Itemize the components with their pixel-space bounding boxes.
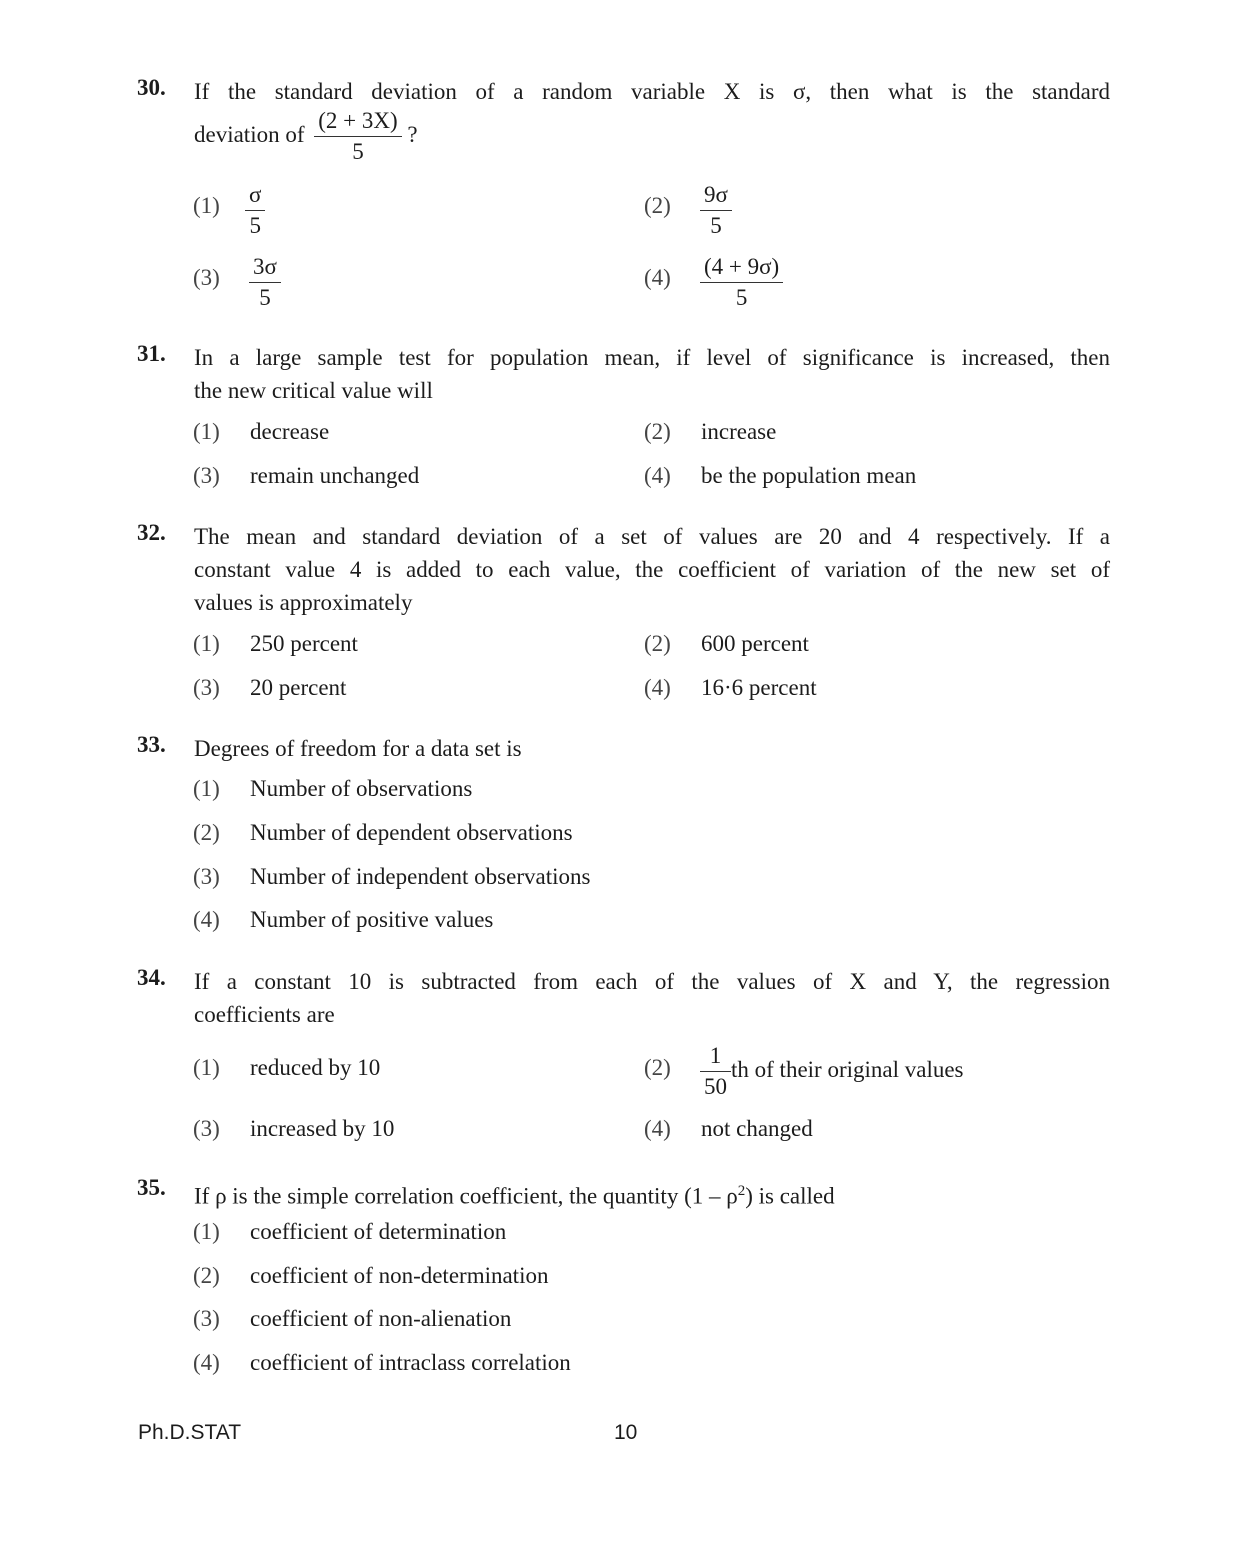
option-label: (4) <box>644 1116 671 1141</box>
option-label: (4) <box>193 1350 220 1375</box>
option-label: (2) <box>193 1263 220 1288</box>
fraction-numerator: (4 + 9σ) <box>700 252 783 283</box>
question-number: 31. <box>137 341 166 366</box>
question-text-line: coefficients are <box>194 1002 335 1027</box>
option-label: (1) <box>193 193 220 218</box>
question-text-suffix: ) is called <box>745 1183 835 1209</box>
option-content <box>700 1041 964 1102</box>
fraction-denominator: 5 <box>735 285 748 310</box>
fraction-numerator: (2 + 3X) <box>314 106 401 137</box>
option-text: increased by 10 <box>250 1116 395 1141</box>
option-text: be the population mean <box>701 463 917 488</box>
question-text-prefix: If ρ is the simple correlation coefficient, the quantity (1 – ρ <box>194 1183 738 1209</box>
option-label: (1) <box>193 1219 220 1244</box>
option-text: Number of independent observations <box>250 864 591 889</box>
option-label: (3) <box>193 1116 220 1141</box>
option-label: (4) <box>644 265 671 290</box>
option-label: (1) <box>193 1055 220 1080</box>
option-label: (3) <box>193 463 220 488</box>
question-text-line: Degrees of freedom for a data set is <box>194 736 522 761</box>
option-text: 16·6 percent <box>701 675 817 700</box>
option-label: (1) <box>193 776 220 801</box>
fraction <box>700 180 732 241</box>
fraction-denominator: 5 <box>249 213 261 238</box>
footer-paper-code: Ph.D.STAT <box>138 1421 242 1444</box>
option-text: not changed <box>701 1116 813 1141</box>
option-text: increase <box>701 419 777 444</box>
option-text: th of their original values <box>731 1056 964 1082</box>
question-number: 32. <box>137 520 166 545</box>
fraction-numerator: 1 <box>700 1041 731 1072</box>
option-text: coefficient of non-alienation <box>250 1306 512 1331</box>
question-text-line <box>194 106 418 167</box>
fraction-numerator: 3σ <box>249 252 281 283</box>
option-text: 250 percent <box>250 631 358 656</box>
question-text-line: In a large sample test for population mean, if level of significance is increased, then <box>194 345 1110 370</box>
question-text-line: the new critical value will <box>194 378 433 403</box>
option-label: (4) <box>644 463 671 488</box>
fraction-numerator: σ <box>245 180 265 211</box>
option-label: (3) <box>193 265 220 290</box>
question-text-suffix: ? <box>407 121 418 147</box>
question-text-line: values is approximately <box>194 590 413 615</box>
fraction <box>700 252 783 313</box>
fraction <box>245 180 265 241</box>
question-text-prefix: deviation of <box>194 121 305 147</box>
fraction-denominator: 50 <box>704 1074 727 1099</box>
question-number: 35. <box>137 1175 166 1200</box>
option-text: coefficient of non-determination <box>250 1263 549 1288</box>
fraction <box>700 1041 731 1102</box>
option-label: (4) <box>644 675 671 700</box>
question-number: 30. <box>137 75 166 100</box>
option-label: (3) <box>193 1306 220 1331</box>
option-label: (2) <box>644 631 671 656</box>
option-text: 20 percent <box>250 675 347 700</box>
option-label: (1) <box>193 631 220 656</box>
option-label: (3) <box>193 864 220 889</box>
fraction <box>249 252 281 313</box>
option-label: (2) <box>644 193 671 218</box>
option-label: (1) <box>193 419 220 444</box>
option-label: (2) <box>193 820 220 845</box>
option-text: reduced by 10 <box>250 1055 381 1080</box>
option-text: Number of observations <box>250 776 473 801</box>
fraction-numerator: 9σ <box>700 180 732 211</box>
question-text-line: constant value 4 is added to each value, the coefficient of variation of the new set of <box>194 557 1110 582</box>
question-text-line: If the standard deviation of a random variable X is σ, then what is the standard <box>194 79 1110 104</box>
question-text-line <box>194 1175 1110 1213</box>
option-text: Number of positive values <box>250 907 494 932</box>
option-text: 600 percent <box>701 631 809 656</box>
fraction-denominator: 5 <box>710 213 722 238</box>
fraction <box>314 106 401 167</box>
option-label: (4) <box>193 907 220 932</box>
option-label: (2) <box>644 419 671 444</box>
footer-page-number: 10 <box>614 1421 638 1444</box>
option-text: remain unchanged <box>250 463 420 488</box>
option-label: (2) <box>644 1055 671 1080</box>
option-label: (3) <box>193 675 220 700</box>
question-text-line: The mean and standard deviation of a set of values are 20 and 4 respectively. If a <box>194 524 1110 549</box>
superscript: 2 <box>737 1183 746 1199</box>
option-text: Number of dependent observations <box>250 820 573 845</box>
question-number: 34. <box>137 965 166 990</box>
question-number: 33. <box>137 732 166 757</box>
option-text: coefficient of intraclass correlation <box>250 1350 571 1375</box>
fraction-denominator: 5 <box>352 139 364 164</box>
option-text: decrease <box>250 419 330 444</box>
fraction-denominator: 5 <box>259 285 271 310</box>
question-text-line: If a constant 10 is subtracted from each of the values of X and Y, the regression <box>194 969 1110 994</box>
option-text: coefficient of determination <box>250 1219 507 1244</box>
